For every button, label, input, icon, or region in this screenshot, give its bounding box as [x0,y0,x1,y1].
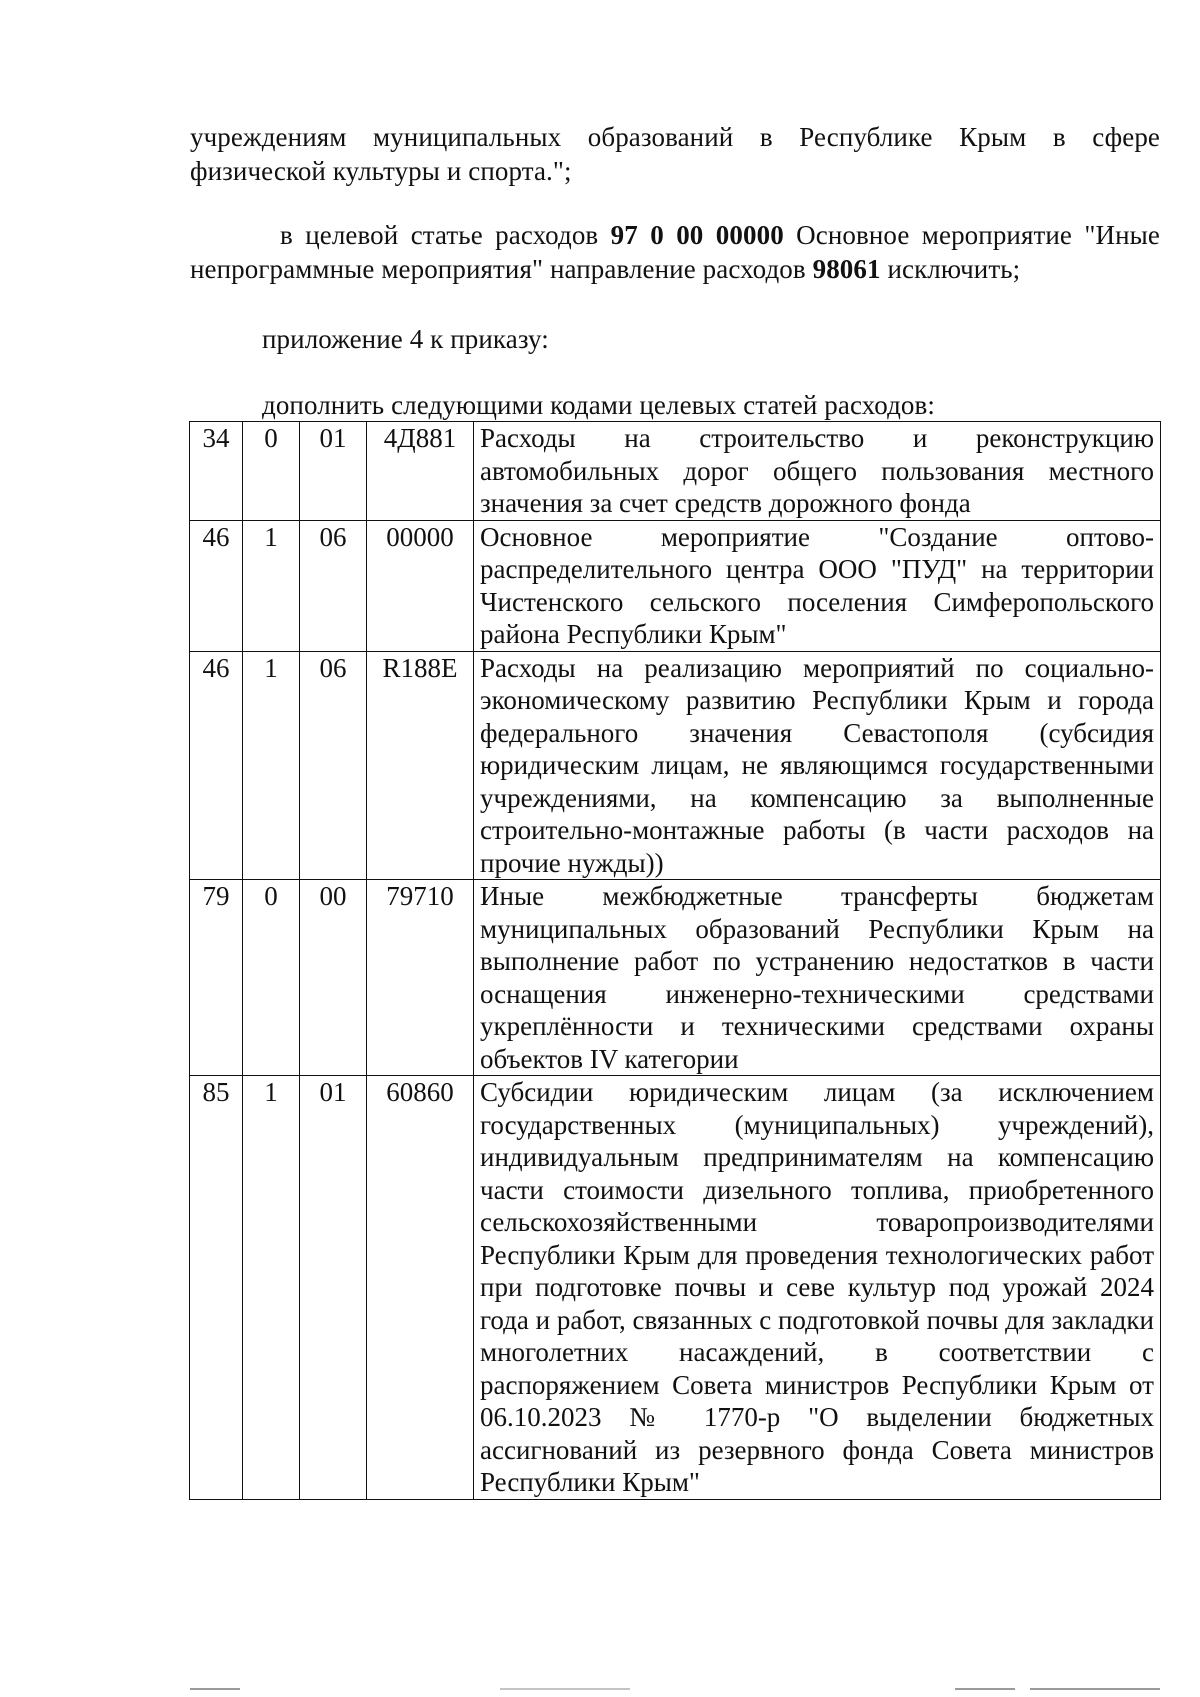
subprogram-code-cell: 1 [243,651,300,880]
description-cell: Иные межбюджетные трансферты бюджетам муниципальных образований Республики Крым на выполнение работ по устранению недостатков в части оснащения инженерно-техническими средствами укреплённости и техническими средствами охраны объектов IV категории [474,880,1161,1076]
main-event-code-cell: 06 [300,520,367,651]
program-code-cell: 79 [190,880,243,1076]
target-codes-table [189,421,1161,1500]
subprogram-code-cell: 0 [243,422,300,521]
program-code-cell: 85 [190,1076,243,1500]
scan-mark [955,1688,1015,1690]
direction-code-cell: R188E [367,651,474,880]
paragraph-exclusion [190,218,1160,286]
description-cell: Основное мероприятие "Создание оптово-распределительного центра ООО "ПУД" на территории Чистенского сельского поселения Симферопольского района Республики Крым" [474,520,1161,651]
direction-code-cell: 79710 [367,880,474,1076]
program-code-cell: 46 [190,520,243,651]
program-code-cell: 34 [190,422,243,521]
direction-code-cell: 60860 [367,1076,474,1500]
description-cell: Субсидии юридическим лицам (за исключением государственных (муниципальных) учреждений), индивидуальным предпринимателям на компенсацию части стоимости дизельного топлива, приобретенного сельскохозяйственными товаропроизводителями Республики Крым для проведения технологических работ при подготовке почвы и севе культур под урожай 2024 года и работ, связанных с подготовкой почвы для закладки многолетних насаждений, в соответствии с распоряжением Совета министров Республики Крым от 06.10.2023 № 1770-р "О выделении бюджетных ассигнований из резервного фонда Совета министров Республики Крым" [474,1076,1161,1500]
scan-mark [1030,1688,1160,1690]
table-row [190,520,1161,651]
scan-footer-marks [0,1688,1200,1692]
target-article-code: 97 0 00 00000 [610,220,784,250]
paragraph-table-intro: дополнить следующими кодами целевых статей расходов: [262,390,935,420]
main-event-code-cell: 01 [300,422,367,521]
table-row [190,1076,1161,1500]
subprogram-code-cell: 1 [243,1076,300,1500]
table-row [190,880,1161,1076]
paragraph-exclusion-text-1: в целевой статье расходов [280,220,611,250]
subprogram-code-cell: 0 [243,880,300,1076]
program-code-cell: 46 [190,651,243,880]
expense-direction-code: 98061 [812,254,881,284]
table-row [190,422,1161,521]
direction-code-cell: 00000 [367,520,474,651]
direction-code-cell: 4Д881 [367,422,474,521]
table-row [190,651,1161,880]
description-cell: Расходы на строительство и реконструкцию автомобильных дорог общего пользования местного значения за счет средств дорожного фонда [474,422,1161,521]
main-event-code-cell: 00 [300,880,367,1076]
main-event-code-cell: 01 [300,1076,367,1500]
scan-mark [500,1688,630,1690]
paragraph-exclusion-text-2: Основное мероприятие "Иные непрограммные мероприятия" направление расходов [190,220,1160,284]
paragraph-continuation: учреждениям муниципальных образований в Республике Крым в сфере физической культуры и спорта."; [190,122,1160,186]
paragraph-exclusion-text-3: исключить; [880,254,1021,284]
scan-mark [190,1688,240,1690]
paragraph-appendix-ref: приложение 4 к приказу: [262,324,549,354]
subprogram-code-cell: 1 [243,520,300,651]
description-cell: Расходы на реализацию мероприятий по социально-экономическому развитию Республики Крым и города федерального значения Севастополя (субсидия юридическим лицам, не являющимся государственными учреждениями, на компенсацию за выполненные строительно-монтажные работы (в части расходов на прочие нужды)) [474,651,1161,880]
main-event-code-cell: 06 [300,651,367,880]
